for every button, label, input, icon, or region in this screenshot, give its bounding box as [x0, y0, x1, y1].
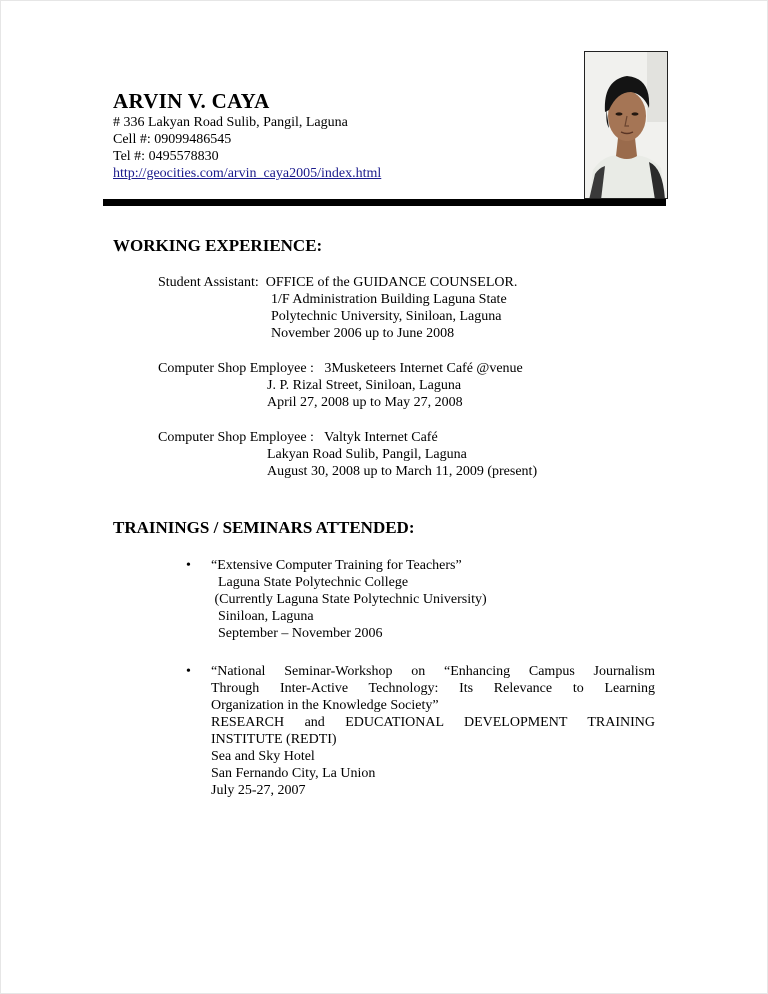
job-title: Computer Shop Employee : 3Musketeers Internet Café @venue	[158, 361, 523, 376]
training-dates: September – November 2006	[211, 626, 383, 641]
training-title: “National Seminar-Workshop on “Enhancing Campus Journalism	[211, 664, 655, 679]
training-detail: Siniloan, Laguna	[211, 609, 314, 624]
work-heading: WORKING EXPERIENCE:	[113, 236, 323, 255]
job-detail: J. P. Rizal Street, Siniloan, Laguna	[267, 378, 462, 393]
job-title: Computer Shop Employee : Valtyk Internet Café	[158, 430, 438, 445]
training-dates: July 25-27, 2007	[211, 783, 306, 798]
contact-block	[113, 114, 381, 182]
trainings-heading: TRAININGS / SEMINARS ATTENDED:	[113, 518, 415, 537]
job-dates: April 27, 2008 up to May 27, 2008	[267, 395, 463, 410]
job-detail: Lakyan Road Sulib, Pangil, Laguna	[267, 447, 467, 462]
bullet-symbol: •	[186, 664, 191, 679]
job-dates: November 2006 up to June 2008	[271, 326, 455, 341]
job-detail: Polytechnic University, Siniloan, Laguna	[271, 309, 502, 324]
training-title: “Extensive Computer Training for Teachers”	[211, 558, 462, 573]
training-entry	[211, 557, 487, 642]
training-title: Organization in the Knowledge Society”	[211, 698, 439, 713]
training-detail: Sea and Sky Hotel	[211, 749, 315, 764]
training-entry	[211, 663, 655, 799]
job-entry	[158, 429, 537, 480]
address-line: # 336 Lakyan Road Sulib, Pangil, Laguna	[113, 115, 348, 130]
training-detail: San Fernando City, La Union	[211, 766, 376, 781]
profile-photo	[584, 51, 668, 199]
tel-line: Tel #: 0495578830	[113, 149, 219, 164]
training-detail: RESEARCH and EDUCATIONAL DEVELOPMENT TRAINING	[211, 715, 655, 730]
bullet-symbol: •	[186, 558, 191, 573]
job-title: Student Assistant: OFFICE of the GUIDANCE COUNSELOR.	[158, 275, 518, 290]
training-title: Through Inter-Active Technology: Its Relevance to Learning	[211, 681, 655, 696]
job-dates: August 30, 2008 up to March 11, 2009 (present)	[267, 464, 538, 479]
job-entry	[158, 360, 523, 411]
training-detail: (Currently Laguna State Polytechnic University)	[211, 592, 487, 607]
resume-name: ARVIN V. CAYA	[113, 89, 270, 113]
cell-line: Cell #: 09099486545	[113, 132, 232, 147]
website-link[interactable]: http://geocities.com/arvin_caya2005/index.html	[113, 166, 382, 181]
job-entry	[158, 274, 517, 342]
training-detail: INSTITUTE (REDTI)	[211, 732, 337, 747]
portrait-image	[585, 52, 668, 199]
header-divider	[103, 199, 666, 206]
job-detail: 1/F Administration Building Laguna State	[271, 292, 507, 307]
training-detail: Laguna State Polytechnic College	[211, 575, 409, 590]
